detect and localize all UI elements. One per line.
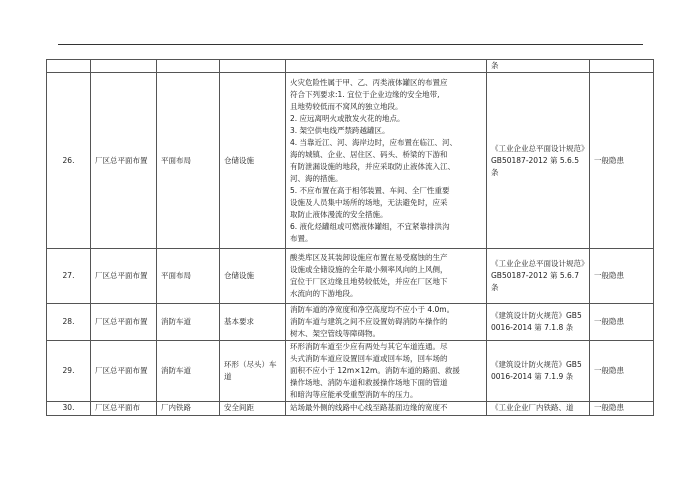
content-line: 设施及人员集中场所的场地，无法避免时，应采 <box>290 197 448 207</box>
content-line: 4. 当靠近江、河、海岸边时，应布置在临江、河、 <box>290 137 458 147</box>
cell-area: 厂区总平面布置 <box>91 304 157 341</box>
content-line: 河、海的措施。 <box>290 173 343 183</box>
cell-level: 一般隐患 <box>590 341 654 402</box>
cell-category: 消防车道 <box>157 304 220 341</box>
table-row <box>47 402 654 416</box>
table-row-continuation <box>47 60 654 73</box>
table-row <box>47 73 654 249</box>
content-line: 树木、架空管线等障碍物。 <box>290 329 380 338</box>
table-row <box>47 249 654 304</box>
hazard-table <box>46 59 654 416</box>
content-line: 有防泄漏设施的地段，并应采取防止液体流入江、 <box>290 161 455 171</box>
content-line: 宜位于厂区边缘且地势较低处，并应在厂区地下 <box>290 277 448 286</box>
cell-no: 28. <box>47 304 91 341</box>
content-line: 头式消防车道应设置回车道或回车场，回车场的 <box>290 354 448 363</box>
table-row <box>47 341 654 402</box>
content-line: 和暗沟等应能承受重型消防车的压力。 <box>290 390 418 399</box>
cell-item: 安全间距 <box>220 402 286 416</box>
header-rule <box>58 44 643 45</box>
cell-level: 一般隐患 <box>590 73 654 249</box>
cell-category: 厂内铁路 <box>157 402 220 416</box>
cell-standard: 《工业企业厂内铁路、道 <box>487 402 590 416</box>
content-line: 消防车道与建筑之间不应设置妨碍消防车操作的 <box>290 317 448 326</box>
cell-area: 厂区总平面布置 <box>91 341 157 402</box>
cell-content <box>286 304 487 341</box>
cell-category: 平面布局 <box>157 249 220 304</box>
cell-level: 一般隐患 <box>590 402 654 416</box>
cell-level: 一般隐患 <box>590 249 654 304</box>
cell-standard: 《建筑设计防火规范》GB50016-2014 第 7.1.8 条 <box>487 304 590 341</box>
content-line: 消防车道的净宽度和净空高度均不应小于 4.0m。 <box>290 305 455 314</box>
content-line: 酸类库区及其装卸设施应布置在易受腐蚀的生产 <box>290 253 448 262</box>
cell-item: 仓储设施 <box>220 249 286 304</box>
cell-no: 30. <box>47 402 91 416</box>
cell-category: 平面布局 <box>157 73 220 249</box>
content-line: 水流向的下游地段。 <box>290 289 358 298</box>
content-line: 布置。 <box>290 233 313 243</box>
cell-area <box>91 60 157 73</box>
cell-item: 环形（尽头）车道 <box>220 341 286 402</box>
content-line: 火灾危险性属于甲、乙、丙类液体罐区的布置应 <box>290 77 448 87</box>
cell-no: 26. <box>47 73 91 249</box>
cell-category: 消防车道 <box>157 341 220 402</box>
cell-content <box>286 341 487 402</box>
content-line: 海的城镇、企业、居住区、码头、桥梁的下游和 <box>290 149 448 159</box>
content-line: 设施或全储设施的全年最小频率风向的上风侧， <box>290 265 448 274</box>
cell-standard: 《工业企业总平面设计规范》GB50187-2012 第 5.6.7 条 <box>487 249 590 304</box>
content-line: 操作场地、消防车道和救援操作场地下面的管道 <box>290 378 448 387</box>
cell-item <box>220 60 286 73</box>
content-line: 3. 架空供电线严禁跨越罐区。 <box>290 125 390 135</box>
cell-category <box>157 60 220 73</box>
cell-item: 基本要求 <box>220 304 286 341</box>
content-line: 2. 应远离明火或散发火花的地点。 <box>290 113 405 123</box>
content-line: 5. 不应布置在高于相邻装置、车间、全厂性重要 <box>290 185 450 195</box>
content-line: 站场最外侧的线路中心线至路基面边缘的宽度不 <box>290 403 448 412</box>
content-line: 环形消防车道至少应有两处与其它车道连通。尽 <box>290 342 448 351</box>
cell-area: 厂区总平面布置 <box>91 249 157 304</box>
content-line: 符合下列要求:1. 宜位于企业边缘的安全地带, <box>290 89 440 99</box>
cell-no: 29. <box>47 341 91 402</box>
cell-content <box>286 249 487 304</box>
cell-level: 一般隐患 <box>590 304 654 341</box>
cell-area: 厂区总平面布置 <box>91 73 157 249</box>
content-line: 取防止液体漫流的安全措施。 <box>290 209 388 219</box>
cell-area: 厂区总平面布 <box>91 402 157 416</box>
cell-standard: 《工业企业总平面设计规范》GB50187-2012 第 5.6.5 条 <box>487 73 590 249</box>
cell-level <box>590 60 654 73</box>
cell-standard: 《建筑设计防火规范》GB50016-2014 第 7.1.9 条 <box>487 341 590 402</box>
cell-content <box>286 73 487 249</box>
cell-no: 27. <box>47 249 91 304</box>
cell-standard: 条 <box>487 60 590 73</box>
cell-item: 仓储设施 <box>220 73 286 249</box>
content-line: 且地势较低而不窝风的独立地段。 <box>290 101 403 111</box>
cell-no <box>47 60 91 73</box>
table-row <box>47 304 654 341</box>
content-line: 面积不应小于 12m×12m。消防车道的路面、救援 <box>290 366 460 375</box>
content-line: 6. 液化烃罐组或可燃液体罐组，不宜紧靠排洪沟 <box>290 221 450 231</box>
cell-content <box>286 402 487 416</box>
cell-content <box>286 60 487 73</box>
